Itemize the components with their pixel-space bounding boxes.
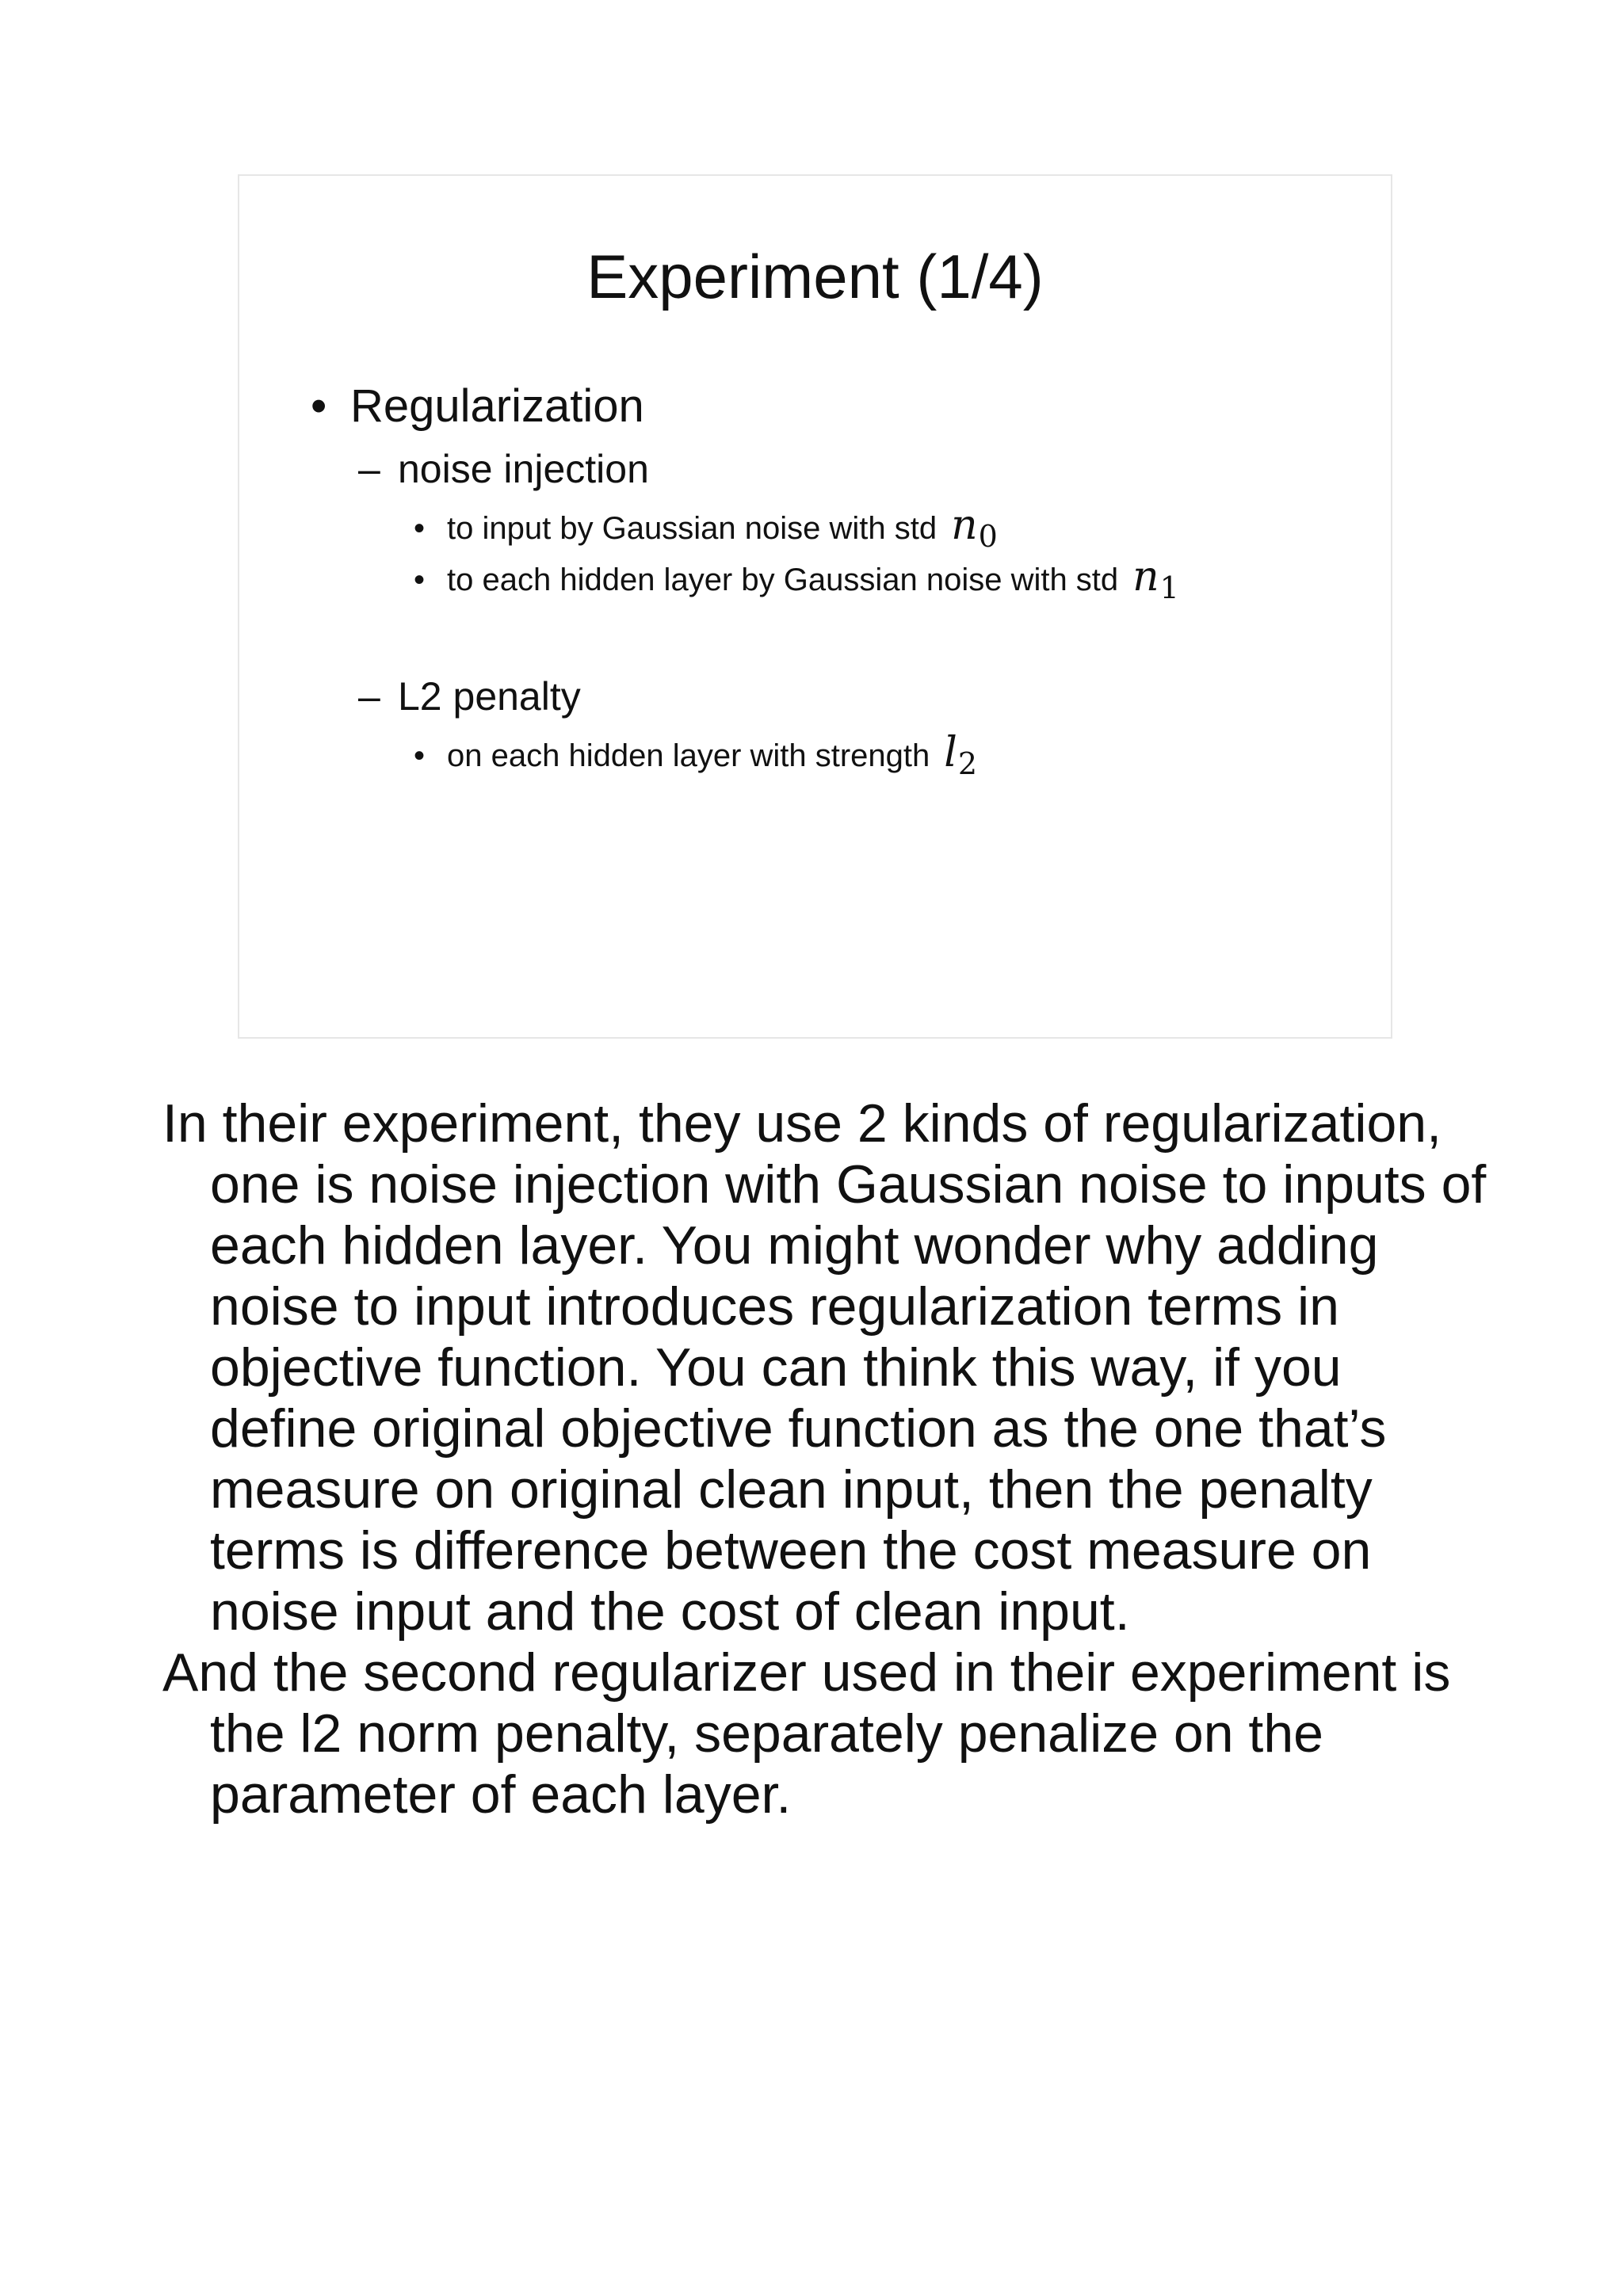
slide-frame [238, 174, 1392, 1039]
math-l2 [944, 729, 979, 781]
dash-marker: – [358, 674, 380, 719]
math-n0 [951, 502, 999, 554]
bullet-marker: • [311, 380, 327, 432]
sub-sub-bullet-hidden-noise [414, 553, 1180, 605]
bullet-text: to each hidden layer by Gaussian noise with std [447, 563, 1119, 597]
bullet-text: on each hidden layer with strength [447, 738, 930, 773]
notes-paragraph: In their experiment, they use 2 kinds of regularization, one is noise injection with Gaussian noise to inputs of each hidden layer. You might wonder why adding noise to input introduces regularization terms in objective function. You can think this way, if you define original objective function as the one that’s measure on original clean input, then the penalty terms is difference between the cost measure on noise input and the cost of clean input. [162, 1093, 1487, 1642]
bullet-marker: • [414, 738, 426, 773]
bullet-text: to input by Gaussian noise with std [447, 511, 938, 546]
sub-bullet-l2-penalty [358, 674, 581, 719]
math-subscript: 1 [1159, 570, 1180, 605]
math-subscript: 2 [957, 746, 979, 781]
sub-sub-bullet-l2-strength [414, 729, 979, 781]
speaker-notes [162, 1093, 1494, 1825]
dash-marker: – [358, 447, 380, 491]
math-base: l [944, 729, 958, 776]
notes-paragraph: And the second regularizer used in their experiment is the l2 norm penalty, separately penalize on the parameter of each layer. [162, 1642, 1451, 1825]
bullet-text: Regularization [350, 380, 644, 432]
sub-bullet-noise-injection [358, 449, 649, 489]
bullet-regularization [311, 380, 644, 432]
bullet-marker: • [414, 511, 426, 546]
math-base: n [1132, 553, 1160, 601]
math-n1 [1132, 553, 1180, 605]
math-base: n [951, 502, 979, 549]
slide-title: Experiment (1/4) [586, 242, 1044, 311]
sub-sub-bullet-input-noise [414, 502, 999, 554]
math-subscript: 0 [978, 519, 999, 554]
bullet-text: L2 penalty [398, 674, 581, 719]
bullet-text: noise injection [398, 447, 649, 491]
bullet-marker: • [414, 563, 426, 597]
